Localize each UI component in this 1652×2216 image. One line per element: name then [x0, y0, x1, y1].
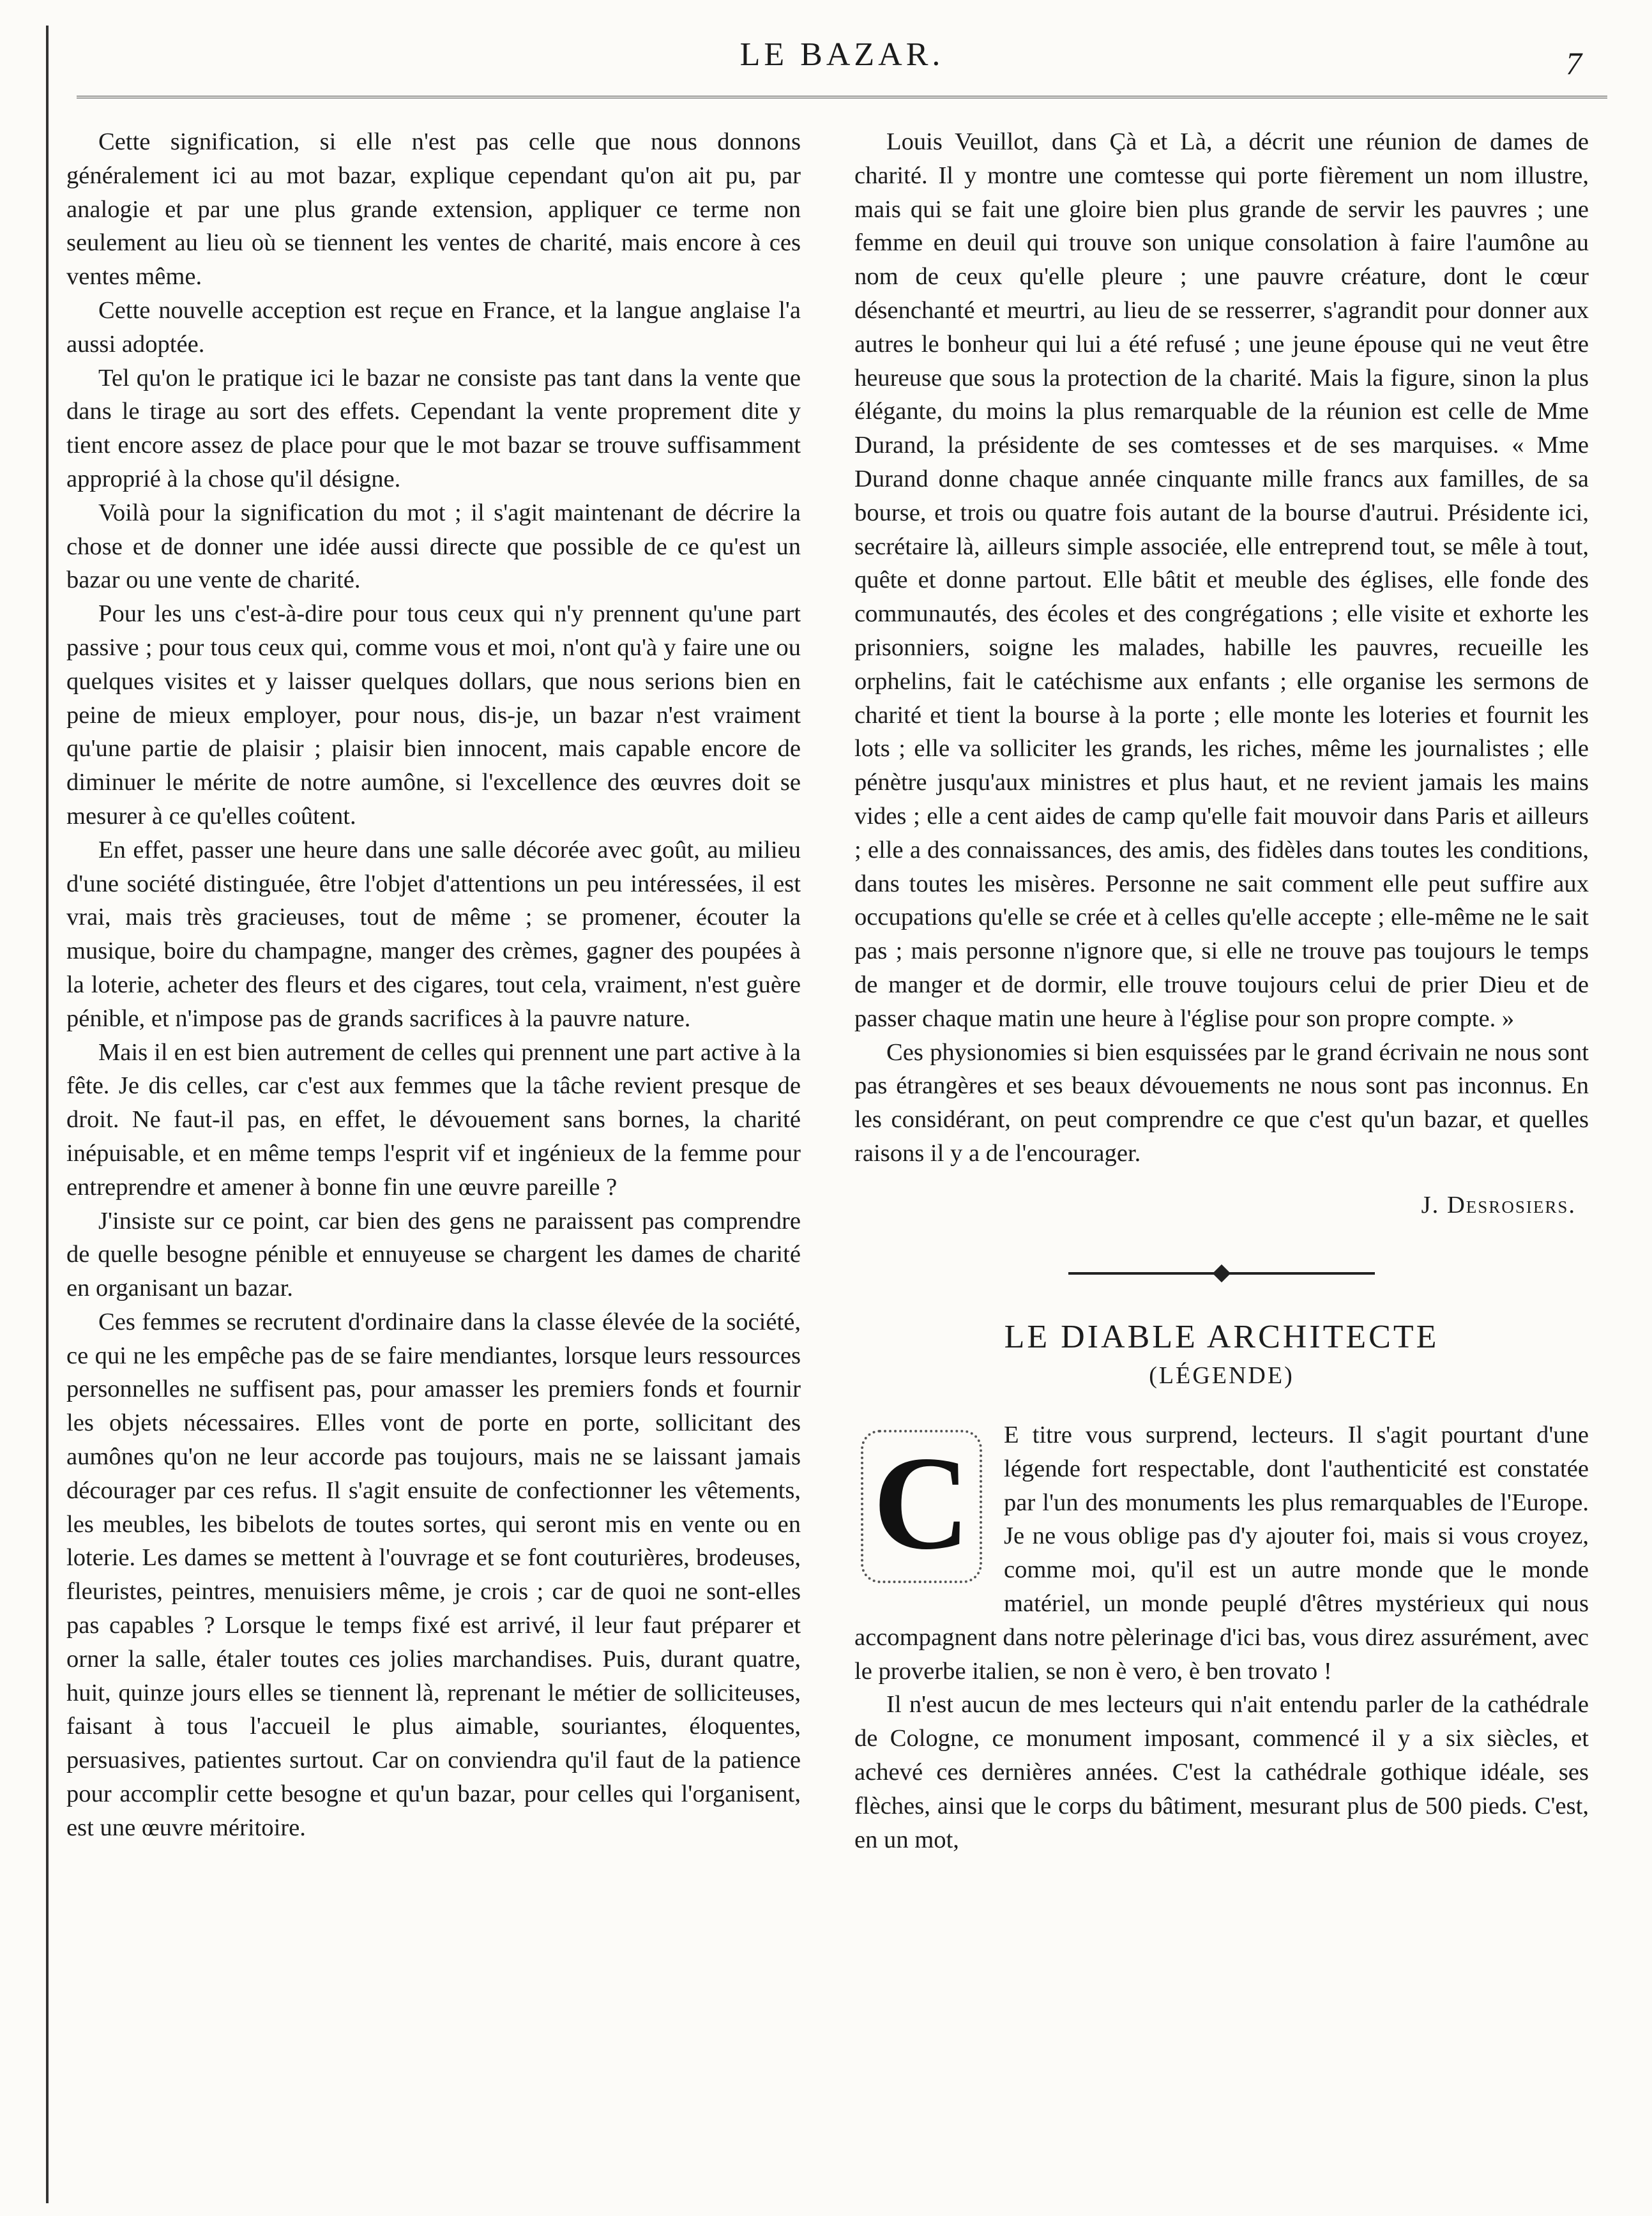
article-title: LE DIABLE ARCHITECTE: [1004, 1318, 1439, 1355]
paragraph: J'insiste sur ce point, car bien des gens ne paraissent pas comprendre de quelle besogne pénible et ennuyeuse se chargent les dames de charité en organisant un bazar.: [66, 1207, 801, 1302]
paragraph: Cette signification, si elle n'est pas celle que nous donnons généralement ici au mot bazar, explique cependant qu'on ait pu, par analogie et par une plus grande extension, appliquer ce terme non seulement au lieu où se tiennent les ventes de charité, mais encore à ces ventes même.: [66, 128, 801, 291]
paragraph: Tel qu'on le pratique ici le bazar ne consiste pas tant dans la vente que dans le tirage au sort des effets. Cependant la vente proprement dite y tient encore assez de place pour que le mot bazar se trouve suffisamment approprié à la chose qu'il désigne.: [66, 364, 801, 492]
opening-paragraph: [854, 1418, 1589, 1688]
section-divider-ornament: [1068, 1267, 1375, 1280]
paragraph: Pour les uns c'est-à-dire pour tous ceux qui n'y prennent qu'une part passive ; pour tous ceux qui, comme vous et moi, n'ont qu'à y faire une ou quelques visites et y laisser quelques dollars, que nous serions bien en peine de mieux employer, pour nous, dis-je, un bazar n'est vraiment qu'une partie de plaisir ; plaisir bien innocent, mais capable encore de diminuer le mérite de notre aumône, si l'excellence des œuvres doit se mesurer à ce qu'elles coûtent.: [66, 600, 801, 830]
paragraph: Ces femmes se recrutent d'ordinaire dans la classe élevée de la société, ce qui ne les empêche pas de se faire mendiantes, lorsque leurs ressources personnelles ne suffisent pas, pour amasser les premiers fonds et fournir les objets nécessaires. Elles vont de porte en porte, sollicitant des aumônes qu'on ne leur accorde pas toujours, mais ne se laissant jamais décourager par ces refus. Il s'agit ensuite de confectionner les vêtements, les meubles, les bibelots de toutes sortes, qui seront mis en vente ou en loterie. Les dames se mettent à l'ouvrage et se font couturières, brodeuses, fleuristes, peintres, menuisiers même, je crois ; car de quoi ne sont-elles pas capables ? Lorsque le temps fixé est arrivé, il leur faut préparer et orner la salle, étaler toutes ces jolies marchandises. Puis, durant quatre, huit, quinze jours elles se tiennent là, reprenant le métier de solliciteuses, faisant à tous l'accueil le plus aimable, souriantes, éloquentes, persuasives, patientes surtout. Car on conviendra qu'il faut de la patience pour accomplir cette besogne et qu'un bazar, pour celles qui l'organisent, est une œuvre méritoire.: [66, 1308, 801, 1841]
paragraph: En effet, passer une heure dans une salle décorée avec goût, au milieu d'une société distinguée, être l'objet d'attentions un peu intéressées, il est vrai, mais très gracieuses, tout de même ; se promener, écouter la musique, boire du champagne, manger des crèmes, gagner des poupées à la loterie, acheter des fleurs et des cigares, tout cela, vraiment, n'est guère pénible, et n'impose pas de grands sacrifices à la pauvre nature.: [66, 836, 801, 1032]
opening-paragraph-text: E titre vous surprend, lecteurs. Il s'agit pourtant d'une légende fort respectable, dont l'authenticité est constatée par l'un des monuments les plus remarquables de l'Europe. Je ne vous oblige pas d'y ajouter foi, mais si vous croyez, comme moi, qu'il est un autre monde que le monde matériel, un monde peuplé d'êtres mystérieux qui nous accompagnent dans notre pèlerinage d'ici bas, vous direz assurément, avec le proverbe italien, se non è vero, è ben trovato !: [854, 1422, 1589, 1685]
paragraph: Ces physionomies si bien esquissées par le grand écrivain ne nous sont pas étrangères et ses beaux dévouements ne nous sont pas inconnus. En les considérant, on peut comprendre ce que c'est qu'un bazar, et quelles raisons il y a de l'encourager.: [854, 1038, 1589, 1167]
paragraph: Louis Veuillot, dans Çà et Là, a décrit une réunion de dames de charité. Il y montre une comtesse qui porte fièrement un nom illustre, mais qui se fait une gloire bien plus grande de servir les pauvres ; une femme en deuil qui trouve son unique consolation à faire l'aumône au nom de ceux qu'elle pleure ; une pauvre créature, dont le cœur désenchanté et meurtri, au lieu de se resserrer, s'agrandit pour donner aux autres le bonheur qui lui a été refusé ; une jeune épouse qui ne veut être heureuse que sous la protection de la charité. Mais la figure, sinon la plus élégante, du moins la plus remarquable de la réunion est celle de Mme Durand, la présidente de ses comtesses et de ses marquises. « Mme Durand donne chaque année cinquante mille francs aux familles, de sa bourse, et trois ou quatre fois autant de la bourse d'autrui. Présidente ici, secrétaire là, ailleurs simple associée, elle entreprend tout, se mêle à tout, quête et donne partout. Elle bâtit et meuble des églises, elle fonde des communautés, des écoles et des congrégations ; elle visite et exhorte les prisonniers, soigne les malades, habille les pauvres, recueille les orphelins, fait le catéchisme aux enfants ; elle organise les sermons de charité et tient la bourse à la porte ; elle monte les loteries et fournit les lots ; elle va solliciter les grands, les riches, même les journalistes ; elle pénètre jusqu'aux ministres et plus haut, et ne revient jamais les mains vides ; elle a cent aides de camp qu'elle fait mouvoir dans Paris et ailleurs ; elle a des connaissances, des amis, des fidèles dans toutes les conditions, dans toutes les misères. Personne ne sait comment elle peut suffire aux occupations qu'elle se crée et à celles qu'elle accepte ; elle-même ne le sait pas ; mais personne n'ignore que, si elle ne trouve pas toujours le temps de manger et de dormir, elle trouve toujours celui de prier Dieu et de passer chaque matin une heure à l'église pour son propre compte. »: [854, 128, 1589, 1032]
left-column: [66, 125, 801, 1845]
decorated-initial: [854, 1423, 989, 1590]
paragraph: Mais il en est bien autrement de celles qui prennent une part active à la fête. Je dis celles, car c'est aux femmes que la tâche revient presque de droit. Ne faut-il pas, en effet, le dévouement sans bornes, la charité inépuisable, et en même temps l'esprit vif et ingénieux de la femme pour entreprendre et amener à bonne fin une œuvre pareille ?: [66, 1038, 801, 1201]
author-signature: J. Desrosiers.: [1421, 1191, 1576, 1218]
paragraph: Voilà pour la signification du mot ; il s'agit maintenant de décrire la chose et de donner une idée aussi directe que possible de ce qu'est un bazar ou une vente de charité.: [66, 499, 801, 594]
page-header: [77, 28, 1607, 105]
paragraph: Il n'est aucun de mes lecteurs qui n'ait entendu parler de la cathédrale de Cologne, ce monument imposant, commencé il y a six siècles, et achevé ces dernières années. C'est la cathédrale gothique idéale, ses flèches, ainsi que le corps du bâtiment, mesurant plus de 500 pieds. C'est, en un mot,: [854, 1691, 1589, 1853]
page-edge-rule: [46, 26, 49, 2203]
article-subtitle: (LÉGENDE): [1149, 1362, 1294, 1390]
right-column: [854, 125, 1589, 1856]
page-number: 7: [1566, 45, 1582, 81]
header-rule: [77, 96, 1607, 102]
paragraph: Cette nouvelle acception est reçue en France, et la langue anglaise l'a aussi adoptée.: [66, 296, 801, 358]
running-title: LE BAZAR.: [739, 36, 944, 73]
initial-letter: C: [873, 1429, 970, 1578]
